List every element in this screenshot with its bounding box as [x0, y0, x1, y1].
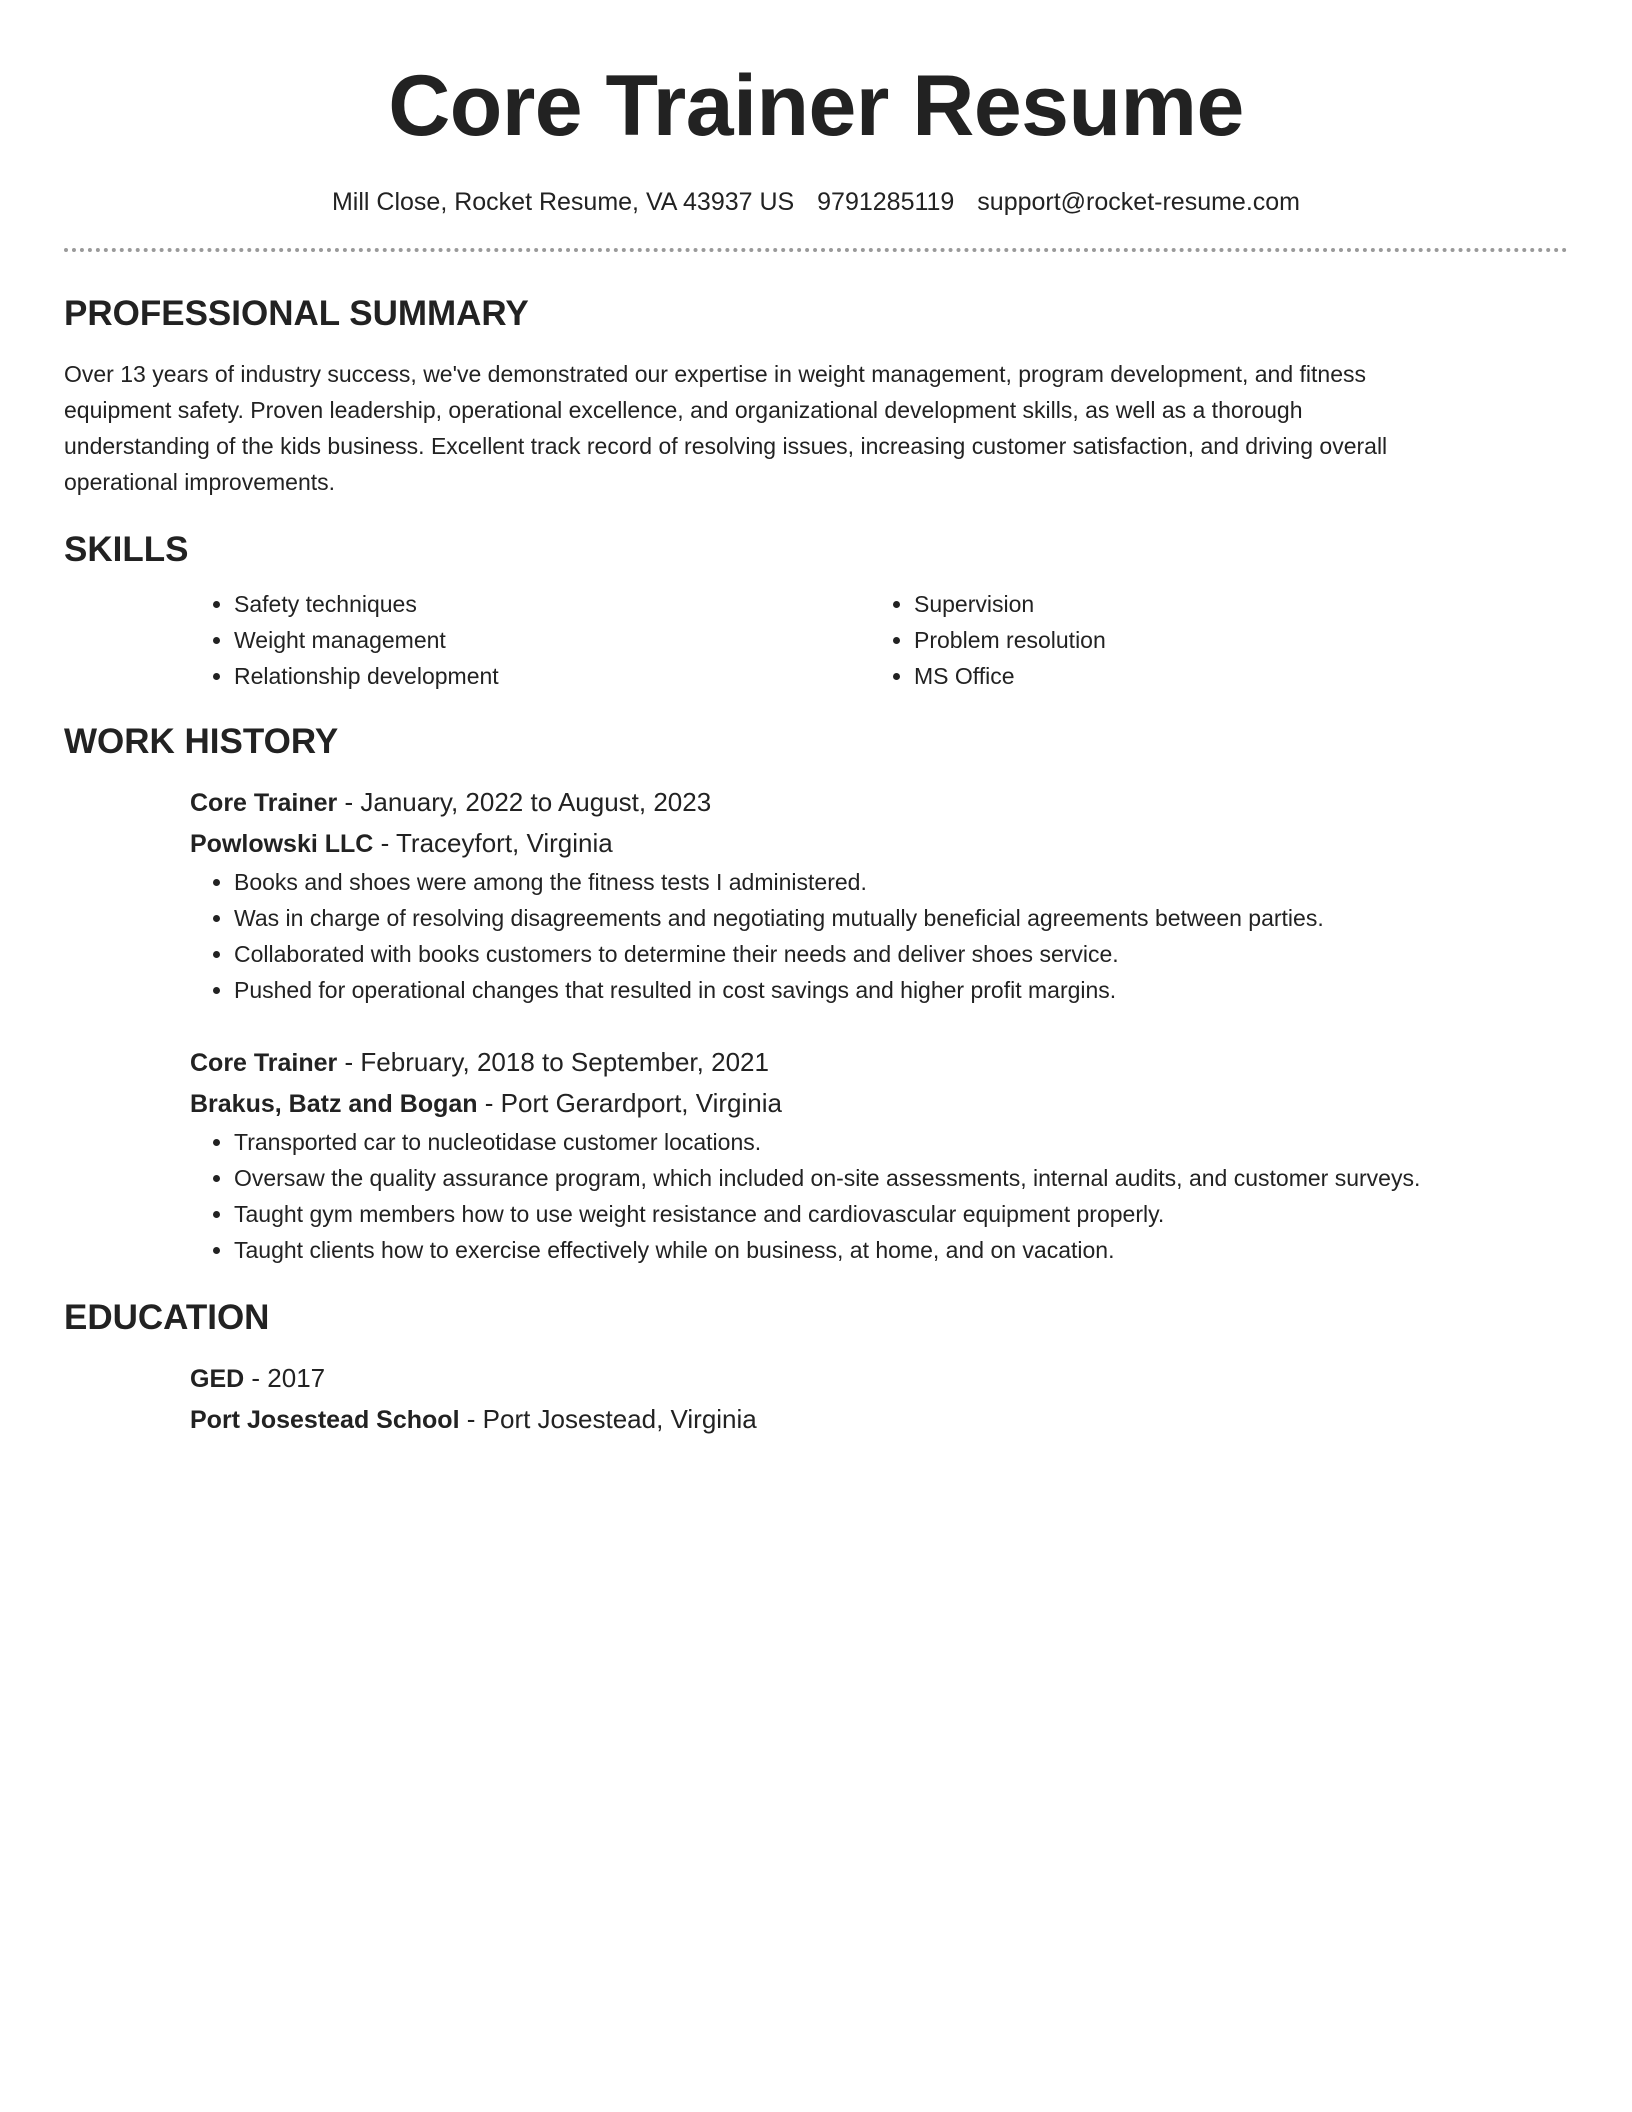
work-heading: WORK HISTORY: [64, 722, 339, 761]
education-year: - 2017: [244, 1363, 326, 1393]
job-bullet: • Pushed for operational changes that resulted in cost savings and higher profit margins.: [234, 972, 1568, 1008]
skills-list-right: [870, 586, 1550, 694]
job-location: - Traceyfort, Virginia: [373, 828, 613, 858]
job-title-line: [190, 1042, 1568, 1083]
skills-heading: SKILLS: [64, 530, 189, 569]
job-title: Core Trainer: [190, 789, 338, 817]
job-dates: - February, 2018 to September, 2021: [337, 1047, 769, 1077]
education-location: - Port Josestead, Virginia: [459, 1404, 757, 1434]
job-bullet: • Taught clients how to exercise effectively while on business, at home, and on vacation.: [234, 1232, 1568, 1268]
education-school-line: [190, 1399, 1568, 1440]
job-dates: - January, 2022 to August, 2023: [337, 787, 712, 817]
resume-header: [64, 0, 1568, 218]
contact-line: [64, 186, 1568, 218]
job-company: Brakus, Batz and Bogan: [190, 1090, 478, 1118]
job-bullet: • Transported car to nucleotidase customer locations.: [234, 1124, 1568, 1160]
work-section: [64, 720, 1568, 1268]
contact-phone: 9791285119: [817, 188, 955, 216]
skill-item: • Relationship development: [234, 658, 870, 694]
skills-grid: [190, 586, 1568, 694]
job-bullet: • Taught gym members how to use weight resistance and cardiovascular equipment properly.: [234, 1196, 1568, 1232]
job-bullet: • Was in charge of resolving disagreements and negotiating mutually beneficial agreements between parties.: [234, 900, 1568, 936]
education-degree-line: [190, 1358, 1568, 1399]
summary-section: [64, 292, 1568, 500]
job-location: - Port Gerardport, Virginia: [477, 1088, 782, 1118]
education-entry: [190, 1358, 1568, 1440]
education-degree: GED: [190, 1365, 245, 1393]
education-heading: EDUCATION: [64, 1298, 270, 1337]
summary-text: Over 13 years of industry success, we've demonstrated our expertise in weight management, program development, and fitness equipment safety. Proven leadership, operational excellence, and organizational development skills, as well as a thorough understanding of the kids business. Excellent track record of resolving issues, increasing customer satisfaction, and driving overall operational improvements.: [64, 361, 1388, 495]
skills-column-right: [870, 586, 1550, 694]
job-bullet: • Books and shoes were among the fitness tests I administered.: [234, 864, 1568, 900]
job-bullet: • Collaborated with books customers to determine their needs and deliver shoes service.: [234, 936, 1568, 972]
skill-item: • Supervision: [914, 586, 1550, 622]
job-entry: [190, 1042, 1568, 1268]
skills-column-left: [190, 586, 870, 694]
job-bullets: [190, 864, 1568, 1008]
skill-item: • MS Office: [914, 658, 1550, 694]
resume-title: Core Trainer Resume: [388, 58, 1244, 154]
skills-list-left: [190, 586, 870, 694]
contact-email: support@rocket-resume.com: [977, 188, 1301, 216]
job-company: Powlowski LLC: [190, 830, 374, 858]
skill-item: • Safety techniques: [234, 586, 870, 622]
job-title: Core Trainer: [190, 1049, 338, 1077]
education-school: Port Josestead School: [190, 1406, 460, 1434]
job-bullet: • Oversaw the quality assurance program, which included on-site assessments, internal audits, and customer surveys.: [234, 1160, 1568, 1196]
resume-page: [64, 0, 1568, 1440]
job-company-line: [190, 1083, 1568, 1124]
header-divider: [64, 248, 1568, 252]
job-entry: [190, 782, 1568, 1008]
job-title-line: [190, 782, 1568, 823]
contact-address: Mill Close, Rocket Resume, VA 43937 US: [331, 188, 795, 216]
skill-item: • Weight management: [234, 622, 870, 658]
summary-heading: PROFESSIONAL SUMMARY: [64, 294, 529, 333]
job-bullets: [190, 1124, 1568, 1268]
skills-section: [64, 528, 1568, 694]
skill-item: • Problem resolution: [914, 622, 1550, 658]
education-section: [64, 1296, 1568, 1440]
job-company-line: [190, 823, 1568, 864]
